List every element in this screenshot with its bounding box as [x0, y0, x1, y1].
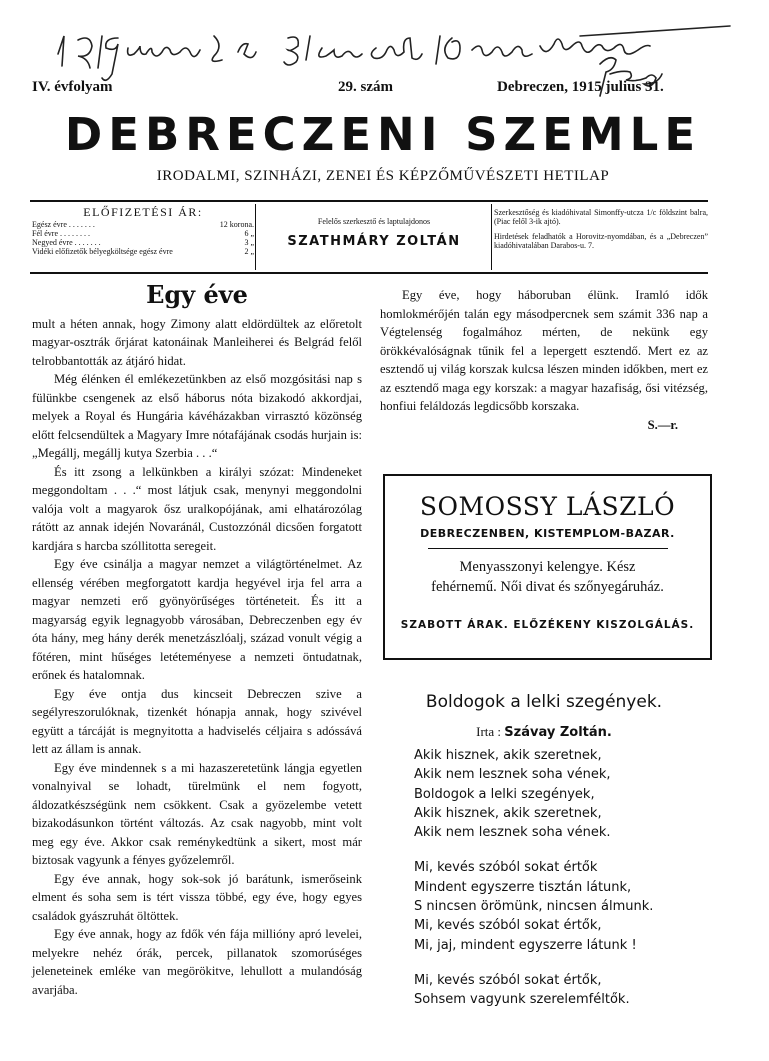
editor-role: Felelős szerkesztő és laptulajdonos — [317, 217, 431, 226]
ad-footer: SZABOTT ÁRAK. ELŐZÉKENY KISZOLGÁLÁS. — [400, 619, 695, 631]
poem-line: Akik hisznek, akik szeretnek, — [414, 748, 602, 763]
issue-number: 29. szám — [338, 79, 393, 95]
poem-line: Akik hisznek, akik szeretnek, — [414, 805, 602, 821]
article-column — [32, 280, 362, 999]
editor-name: SZATHMÁRY ZOLTÁN — [287, 234, 461, 249]
poem-line: Mi, kevés szóból sokat értők — [414, 860, 598, 876]
ad-company-name: SOMOSSY LÁSZLÓ — [419, 492, 676, 521]
article-signature: S.—r. — [647, 417, 678, 432]
poem-line: Mi, kevés szóból sokat értők, — [414, 972, 602, 988]
editor-box — [258, 208, 490, 268]
article-paragraph: Egy éve ontja dus kincseit Debreczen szive a segélyreszorulóknak, tizenkét hónapja annak, hogy szivével együtt a tárcáját is megnyitotta a hadviselés céljaira s adóssává lett az állam is annak. — [32, 686, 362, 756]
poem-line: Mi, kevés szóból sokat értők, — [414, 918, 602, 934]
volume-label: IV. évfolyam — [32, 79, 113, 95]
poem-stanza — [414, 858, 704, 954]
poem-line: S nincsen örömünk, nincsen álmunk. — [414, 899, 654, 915]
poem-author-name: Szávay Zoltán. — [504, 725, 612, 740]
poem-line: Sohsem vagyunk szerelemféltők. — [414, 992, 630, 1008]
office-address: Szerkesztőség és kiadóhivatal Simonffy-utcza 1/c földszint balra, (Piac felől 3-ik ajtó). — [494, 208, 708, 226]
article-continuation — [380, 286, 708, 434]
poem-line: Mindent egyszerre tisztán látunk, — [414, 879, 632, 895]
subscription-row: Negyed évre . . . . . . . 3 „ — [32, 238, 254, 247]
article-paragraph: mult a héten annak, hogy Zimony alatt eldördültek az előretolt magyar-osztrák őrjárat katonáinak Manleiherei és Belgrád felől telrobbantották az átjáró hidat. — [32, 316, 362, 368]
poem-body — [414, 746, 704, 1026]
masthead-meta-row — [32, 79, 722, 103]
article-title: Egy éve — [146, 280, 248, 309]
ad-divider — [428, 548, 668, 549]
subscription-title: ELŐFIZETÉSI ÁR: — [83, 205, 203, 219]
advertising-info: Hirdetések feladhatók a Horovitz-nyomdában, és a „Debreczen” kiadóhivatalában Darabos-u. 7. — [494, 232, 708, 250]
subscription-row: Vidéki előfizetők bélyegköltsége egész évre 2 „ — [32, 247, 254, 256]
article-paragraph: Egy éve annak, hogy sok-sok jó barátunk, ismerőseink elment és soha sem is tért vissza többé, egy éve, hogy egyes családok gyászruhát öltöttek. — [32, 871, 362, 923]
divider-vertical — [255, 204, 256, 270]
divider-bottom — [30, 272, 708, 274]
article-paragraph: Még élénken él emlékezetünkben az első mozgósitási nap s fülünkbe csengenek az első háborus nóta bizakodó akkordjai, melyek a Royal és Hungária kávéházakban virrasztó közönség előtt felcsendültek a Magyary Imre nótafájának csodás hurjain is: „Megállj, megállj kutya Szerbia . . .“ — [32, 372, 362, 460]
article-paragraph: Egy éve annak, hogy az fdők vén fája millióny apró levelei, melyekre nehéz órák, percek, pillanatok szomorúséges jeleneteinek emléke van megörökitve, lehullott a mulandóság avarjába. — [32, 927, 362, 997]
ad-description: Menyasszonyi kelengye. Kész fehérnemű. Női divat és szőnyegáruház. — [431, 559, 664, 595]
article-paragraph: Egy éve, hogy háboruban élünk. Iramló idők homlokmérőjén talán egy másodpercnek sem számit 336 nap a Végtelenség fogalmához mérten, de nekünk egy örökkévalóságnak tűnik fel a lepergett esztendő. Mert ez az esztendő uj világ korszak kulcsa lészen minden időkben, mert ez az esztendő maga egy korszak: a magyar hazafiság, ősi vitézség, honfiui feláldozás legdicsőbb korszaka. — [380, 288, 708, 413]
article-paragraph: Egy éve csinálja a magyar nemzet a világtörténelmet. Az ellenség vérében megforgatott kardja hegyével irja fel arra a magyar nemzeti erő gyönyörűséges történeteit. És itt a magyarság egyik legnagyobb városában, Debreczenben egy év óta hány, meg hány derék menetzászlóalj, század vonult végig a főtéren, mint hűséges letéteményese a nemzeti öntudatnak, erőnek és hatalomnak. — [32, 557, 362, 682]
poem-title: Boldogok a lelki szegények. — [425, 692, 663, 712]
subscription-row: Egész évre . . . . . . . 12 korona. — [32, 220, 254, 229]
advertisement — [383, 474, 712, 660]
office-box — [494, 208, 708, 268]
newspaper-subtitle: IRODALMI, SZINHÁZI, ZENEI ÉS KÉPZŐMŰVÉSZETI HETILAP — [156, 168, 610, 184]
poem-line: Boldogok a lelki szegények, — [414, 786, 595, 802]
poem-line: Akik nem lesznek soha vének, — [414, 767, 611, 783]
poem-line: Akik nem lesznek soha vének. — [414, 825, 611, 841]
ad-address: DEBRECZENBEN, KISTEMPLOM-BAZAR. — [420, 527, 675, 540]
poem-stanza — [414, 971, 704, 1010]
newspaper-title: DEBRECZENI SZEMLE — [64, 108, 702, 161]
subscription-box — [32, 205, 254, 268]
poem-line: Mi, jaj, mindent egyszerre látunk ! — [414, 937, 637, 953]
divider-top — [30, 200, 708, 202]
issue-date: Debreczen, 1915 julius 31. — [497, 79, 664, 95]
subscription-row: Fél évre . . . . . . . . 6 „ — [32, 229, 254, 238]
poem-stanza — [414, 746, 704, 842]
article-paragraph: Egy éve mindennek s a mi hazaszeretetünk lángja egyetlen vonalnyival se lohadt, türelmünk el nem fogyott, áldozatkészségünk nem csökkent. Csak a gyözelembe vetett bizakodásunkon történt változás. Az csak nagyobb, mint volt meg egy éve. Akkor csak reménykedtünk a sikert, most már biztosak vagyunk a fényes győzelemről. — [32, 760, 362, 867]
article-paragraph: És itt zsong a lelkünkben a királyi szózat: Mindeneket meggondoltam . . .“ most látjuk csak, menynyi meggondolni valója volt a magyarok ősz uralkopójának, ami elhatározólag rátött az annak idején Novaránál, Custozzónál dicsően forgatott kardjára s harcba szóllitotta seregeit. — [32, 464, 362, 553]
divider-vertical — [491, 204, 492, 270]
poem-author: Irta : Szávay Zoltán. — [476, 724, 612, 740]
